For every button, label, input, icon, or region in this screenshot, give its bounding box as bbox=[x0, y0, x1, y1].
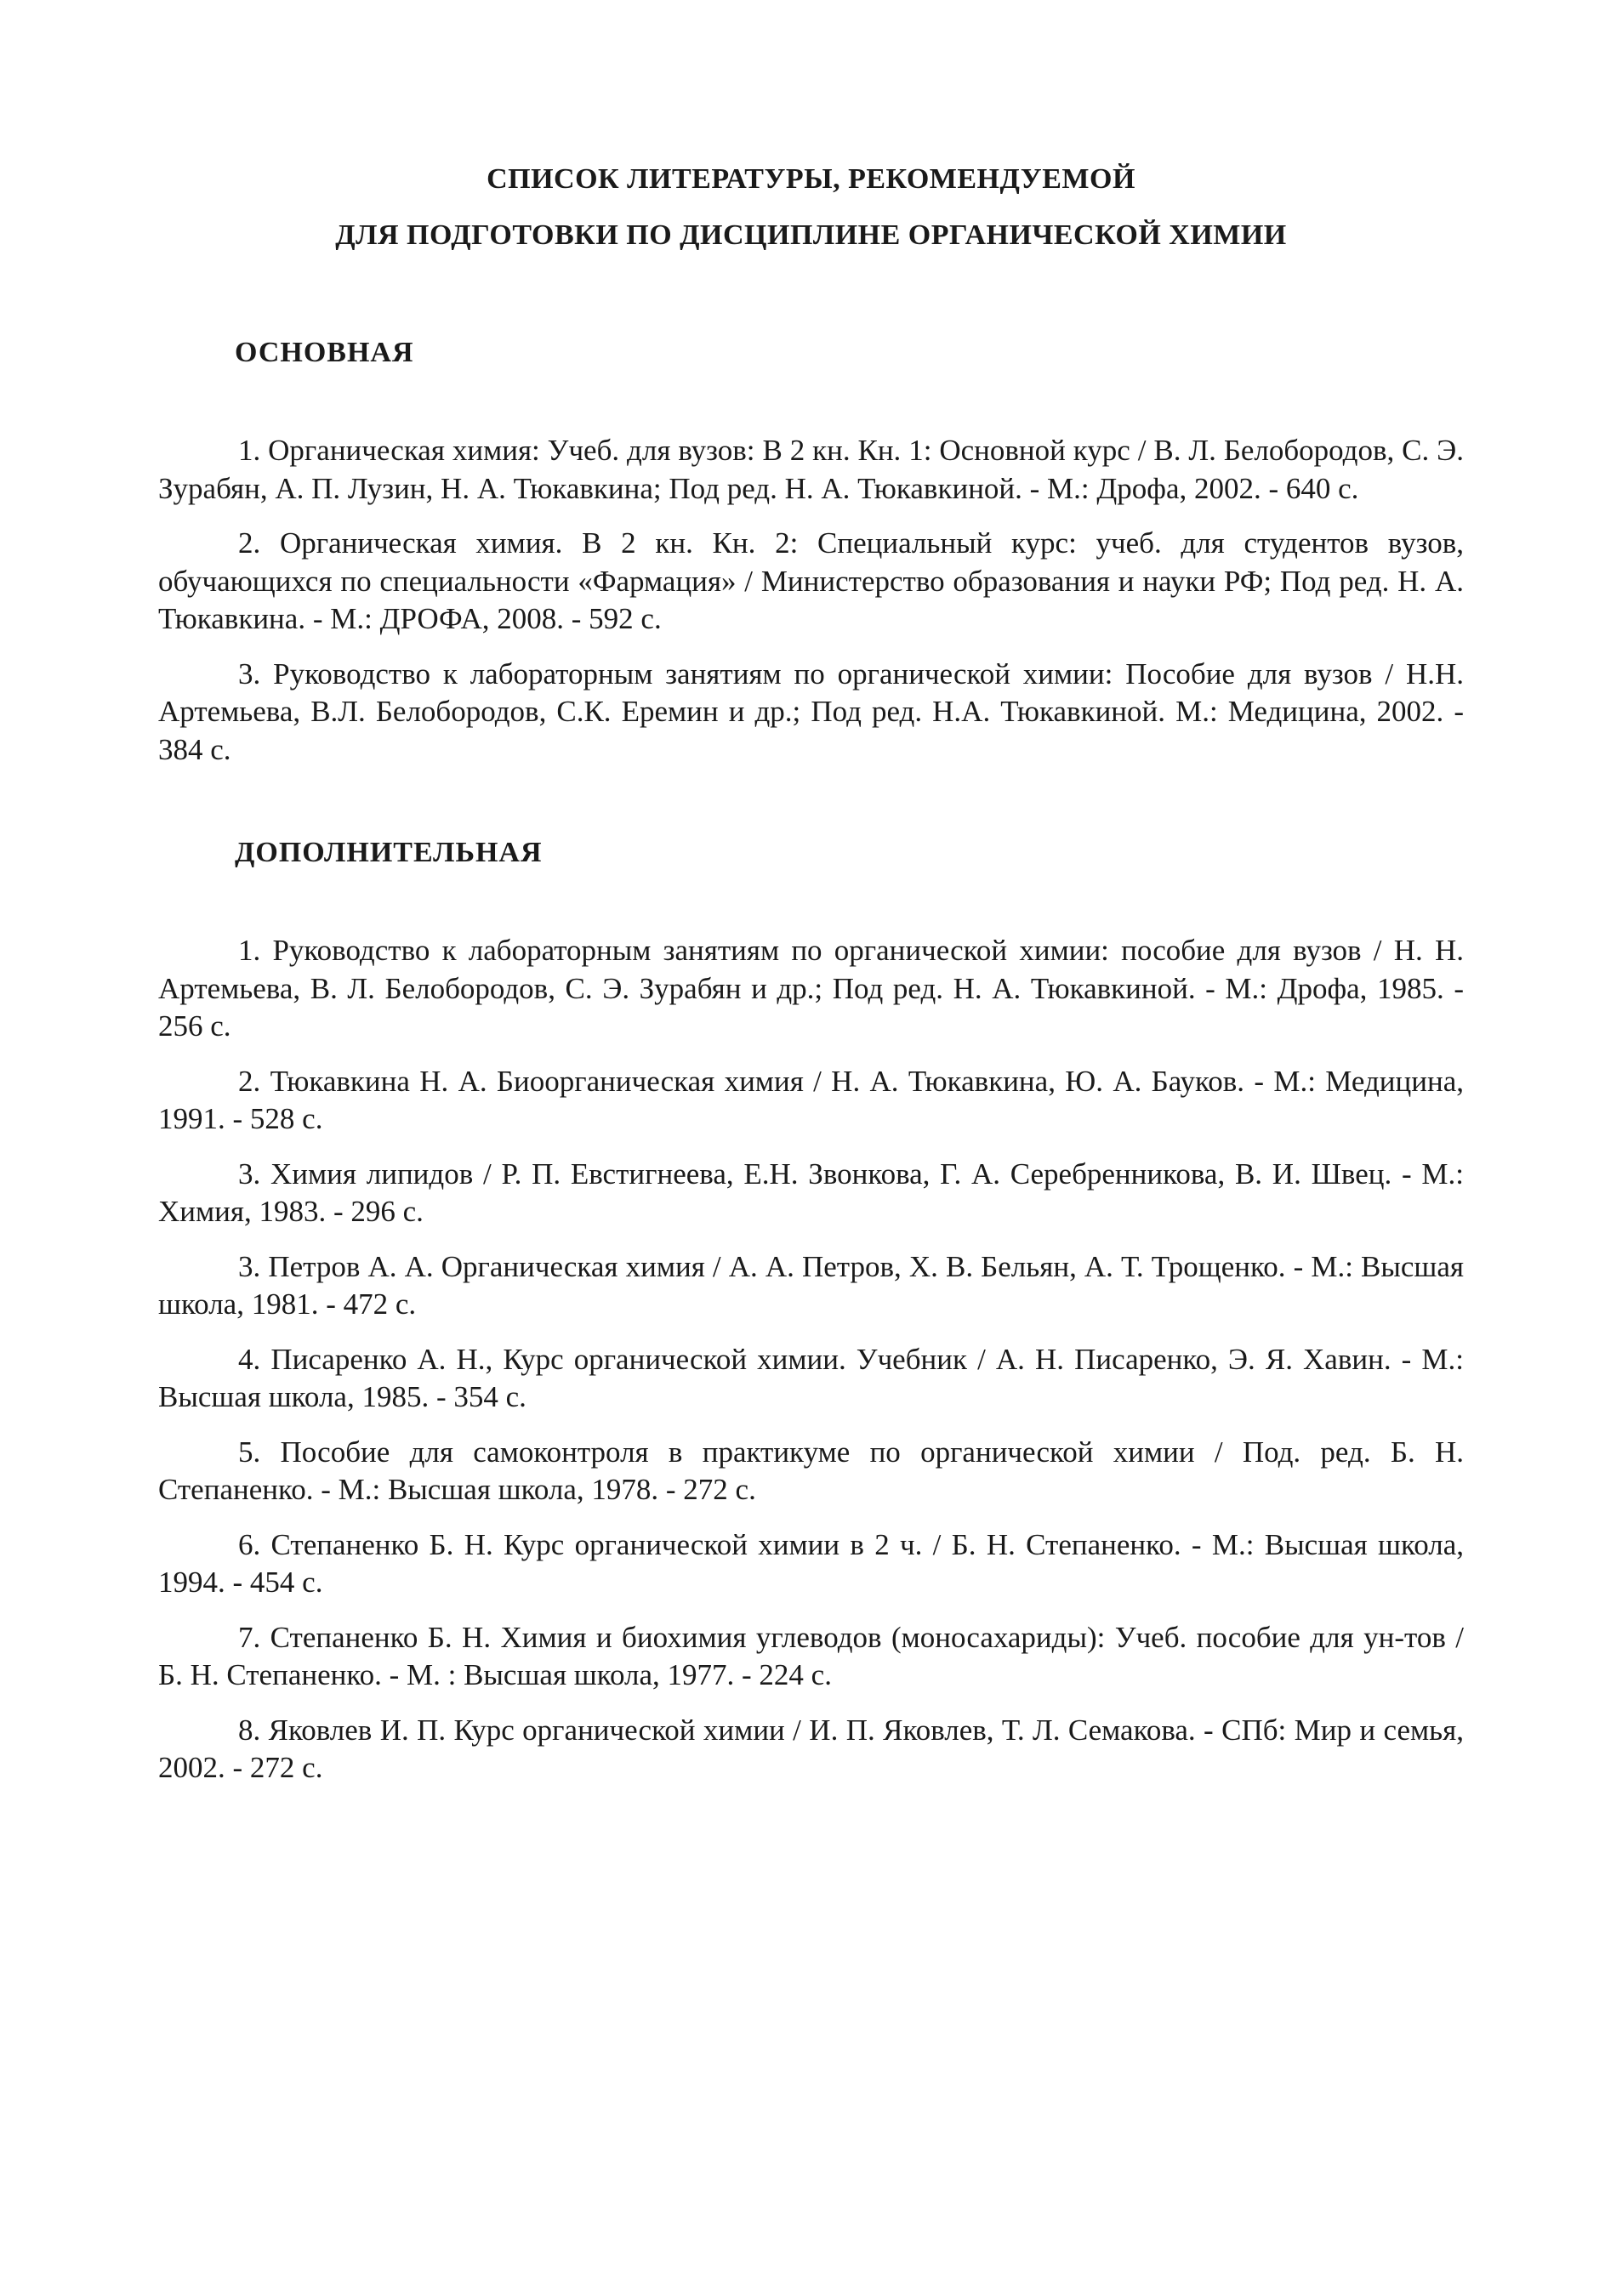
title-line-1: СПИСОК ЛИТЕРАТУРЫ, РЕКОМЕНДУЕМОЙ bbox=[487, 163, 1135, 195]
section-additional bbox=[158, 837, 1464, 1787]
reference-entry: 7. Степаненко Б. Н. Химия и биохимия углеводов (моносахариды): Учеб. пособие для ун-тов / Б. Н. Степаненко. - М. : Высшая школа, 1977. - 224 с. bbox=[158, 1620, 1464, 1691]
reference-entry: 4. Писаренко А. Н., Курс органической химии. Учебник / А. Н. Писаренко, Э. Я. Хавин. - М.: Высшая школа, 1985. - 354 с. bbox=[158, 1342, 1464, 1413]
reference-entry: 1. Руководство к лабораторным занятиям по органической химии: пособие для вузов / Н. Н. Артемьева, В. Л. Белобородов, С. Э. Зурабян и др.; Под ред. Н. А. Тюкавкиной. - М.: Дрофа, 1985. - 256 с. bbox=[158, 934, 1464, 1043]
reference-entry: 2. Тюкавкина Н. А. Биоорганическая химия / Н. А. Тюкавкина, Ю. А. Бауков. - М.: Медицина, 1991. - 528 с. bbox=[158, 1064, 1464, 1135]
reference-entry: 8. Яковлев И. П. Курс органической химии / И. П. Яковлев, Т. Л. Семакова. - СПб: Мир и семья, 2002. - 272 с. bbox=[158, 1713, 1464, 1784]
reference-entry: 1. Органическая химия: Учеб. для вузов: В 2 кн. Кн. 1: Основной курс / В. Л. Белобородов, С. Э. Зурабян, А. П. Лузин, Н. А. Тюкавкина; Под ред. Н. А. Тюкавкиной. - М.: Дрофа, 2002. - 640 с. bbox=[158, 434, 1464, 505]
reference-entry: 3. Руководство к лабораторным занятиям по органической химии: Пособие для вузов / Н.Н. Артемьева, В.Л. Белобородов, С.К. Еремин и др.; Под ред. Н.А. Тюкавкиной. М.: Медицина, 2002. - 384 с. bbox=[158, 656, 1464, 766]
section-heading: ДОПОЛНИТЕЛЬНАЯ bbox=[235, 837, 543, 868]
reference-entry: 2. Органическая химия. В 2 кн. Кн. 2: Специальный курс: учеб. для студентов вузов, обучающихся по специальности «Фармация» / Министерство образования и науки РФ; Под ред. Н. А. Тюкавкина. - М.: ДРОФА, 2008. - 592 с. bbox=[158, 526, 1464, 635]
reference-list bbox=[158, 432, 1464, 769]
reference-entry: 5. Пособие для самоконтроля в практикуме по органической химии / Под. ред. Б. Н. Степаненко. - М.: Высшая школа, 1978. - 272 с. bbox=[158, 1435, 1464, 1506]
title-line-2: ДЛЯ ПОДГОТОВКИ ПО ДИСЦИПЛИНЕ ОРГАНИЧЕСКОЙ ХИМИИ bbox=[335, 219, 1287, 251]
section-heading: ОСНОВНАЯ bbox=[235, 337, 414, 368]
reference-entry: 6. Степаненко Б. Н. Курс органической химии в 2 ч. / Б. Н. Степаненко. - М.: Высшая школа, 1994. - 454 с. bbox=[158, 1527, 1464, 1599]
reference-list bbox=[158, 932, 1464, 1787]
section-main bbox=[158, 337, 1464, 769]
reference-entry: 3. Петров А. А. Органическая химия / А. А. Петров, Х. В. Бельян, А. Т. Трощенко. - М.: Высшая школа, 1981. - 472 с. bbox=[158, 1249, 1464, 1321]
document-title bbox=[158, 151, 1464, 264]
reference-entry: 3. Химия липидов / Р. П. Евстигнеева, Е.Н. Звонкова, Г. А. Серебренникова, В. И. Швец. - М.: Химия, 1983. - 296 с. bbox=[158, 1157, 1464, 1228]
